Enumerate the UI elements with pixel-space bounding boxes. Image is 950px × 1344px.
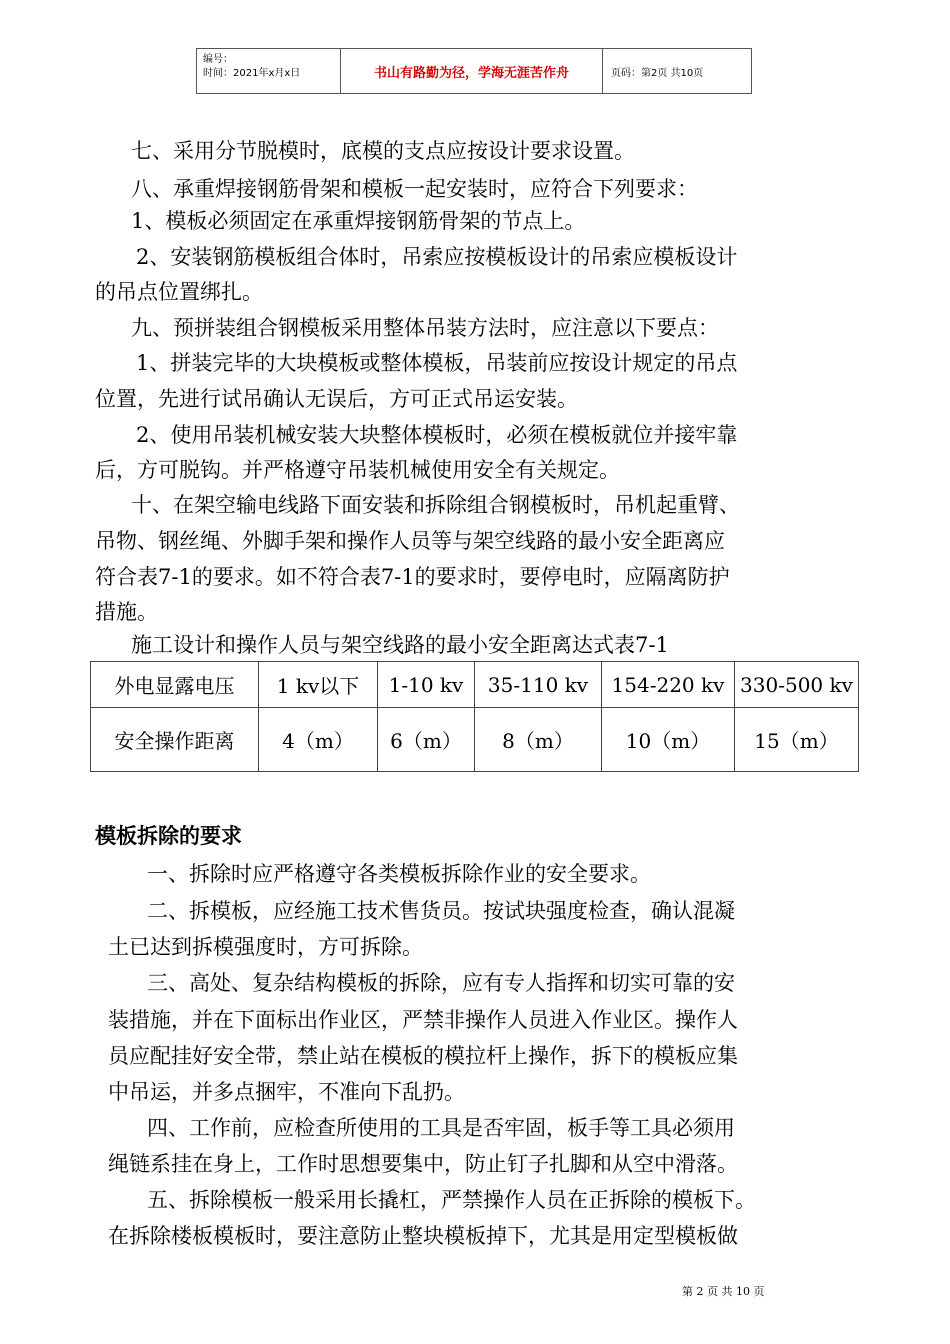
paragraph-line: 吊物、钢丝绳、外脚手架和操作人员等与架空线路的最小安全距离应 [95,529,725,553]
time-label: 时间：2021年x月x日 [203,68,301,79]
paragraph-line: 五、拆除模板一般采用长撬杠，严禁操作人员在正拆除的模板下。 [147,1188,756,1212]
table-cell: 8（m） [475,708,602,772]
section-title: 模板拆除的要求 [95,824,242,848]
number-label: 编号： [203,54,233,65]
paragraph-line: 员应配挂好安全带，禁止站在模板的模拉杆上操作，拆下的模板应集 [108,1044,738,1068]
paragraph-line: 2、安装钢筋模板组合体时，吊索应按模板设计的吊索应模板设计 [136,245,738,269]
paragraph-line: 中吊运，并多点捆牢，不准向下乱扔。 [108,1080,465,1104]
header-meta [197,49,341,93]
table-cell: 安全操作距离 [91,708,259,772]
paragraph-line: 一、拆除时应严格遵守各类模板拆除作业的安全要求。 [147,862,651,886]
table-cell: 4（m） [259,708,378,772]
paragraph-line: 九、预拼装组合钢模板采用整体吊装方法时，应注意以下要点： [131,316,719,340]
table-cell: 330-500 kv [735,662,859,708]
paragraph-line: 1、拼装完毕的大块模板或整体模板，吊装前应按设计规定的吊点 [136,351,738,375]
paragraph-line: 八、承重焊接钢筋骨架和模板一起安装时，应符合下列要求： [131,177,698,201]
paragraph-line: 十、在架空输电线路下面安装和拆除组合钢模板时，吊机起重臂、 [131,493,740,517]
table-caption: 施工设计和操作人员与架空线路的最小安全距离达式表7-1 [131,633,669,657]
paragraph-line: 1、模板必须固定在承重焊接钢筋骨架的节点上。 [131,209,586,233]
header-motto: 书山有路勤为径，学海无涯苦作舟 [341,49,603,93]
paragraph-line: 三、高处、复杂结构模板的拆除，应有专人指挥和切实可靠的安 [147,971,735,995]
paragraph-line: 后，方可脱钩。并严格遵守吊装机械使用安全有关规定。 [95,458,620,482]
paragraph-line: 位置，先进行试吊确认无误后，方可正式吊运安装。 [95,387,578,411]
paragraph-line: 绳链系挂在身上，工作时思想要集中，防止钉子扎脚和从空中滑落。 [108,1152,738,1176]
paragraph-line: 符合表7-1的要求。如不符合表7-1的要求时，要停电时，应隔离防护 [95,565,730,589]
table-cell: 154-220 kv [602,662,735,708]
table-cell: 外电显露电压 [91,662,259,708]
paragraph-line: 装措施，并在下面标出作业区，严禁非操作人员进入作业区。操作人 [108,1008,738,1032]
paragraph-line: 的吊点位置绑扎。 [95,280,263,304]
table-cell: 1-10 kv [378,662,475,708]
table-cell: 1 kv以下 [259,662,378,708]
paragraph-line: 在拆除楼板模板时，要注意防止整块模板掉下，尤其是用定型模板做 [108,1224,738,1248]
paragraph-line: 土已达到拆模强度时，方可拆除。 [108,935,423,959]
paragraph-line: 措施。 [95,600,158,624]
table-value-row [91,708,859,772]
table-cell: 15（m） [735,708,859,772]
table-cell: 10（m） [602,708,735,772]
table-header-row [91,662,859,708]
table-cell: 6（m） [378,708,475,772]
safety-distance-table [90,661,859,772]
page-footer: 第 2 页 共 10 页 [682,1285,765,1298]
paragraph-line: 七、采用分节脱模时，底模的支点应按设计要求设置。 [131,139,635,163]
table-cell: 35-110 kv [475,662,602,708]
paragraph-line: 2、使用吊装机械安装大块整体模板时，必须在模板就位并接牢靠 [136,423,738,447]
header-page-info: 页码：第2页 共10页 [611,67,704,79]
page-header [196,48,752,94]
paragraph-line: 二、拆模板，应经施工技术售货员。按试块强度检查，确认混凝 [147,899,735,923]
paragraph-line: 四、工作前，应检查所使用的工具是否牢固，板手等工具必须用 [147,1116,735,1140]
